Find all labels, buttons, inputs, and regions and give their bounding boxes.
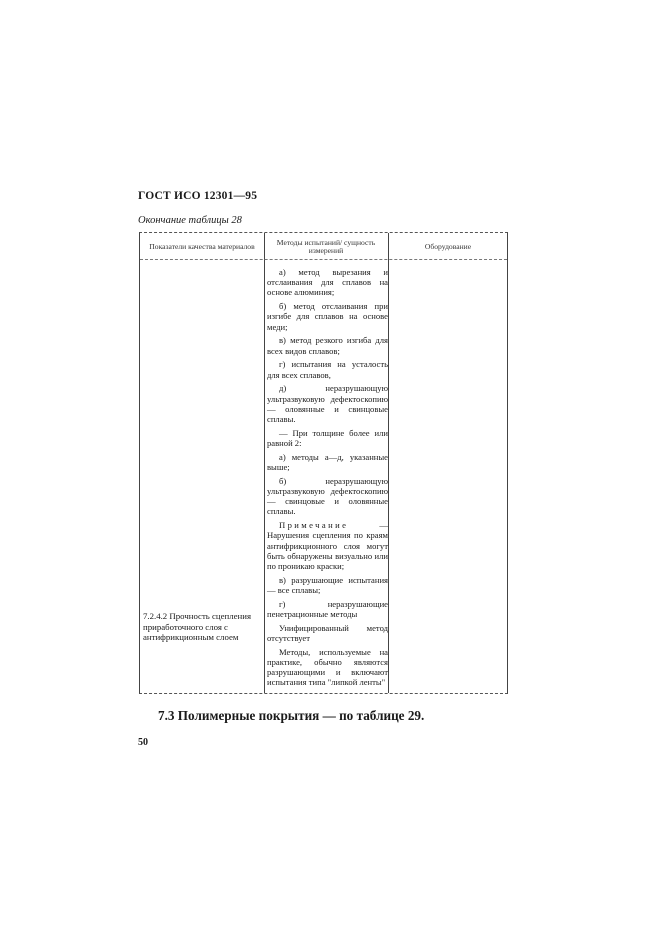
method-item: Унифицированный метод отсутствует [267,622,388,644]
indicator-cell [143,611,261,643]
method-item: г) испытания на усталость для всех сплавов, [267,359,388,380]
document-code: ГОСТ ИСО 12301—95 [138,190,258,202]
header-quality-indicators: Показатели качества материалов [149,241,255,251]
column-divider [388,233,389,693]
method-item: б) неразрушающую ультразвуковую дефектоскопию — свинцовые и оловянные сплавы. [267,475,388,517]
column-divider [264,233,265,693]
table-caption: Окончание таблицы 28 [138,215,242,226]
page-number: 50 [138,737,148,748]
method-item: в) метод резкого изгиба для всех видов сплавов; [267,335,388,356]
methods-column [267,267,388,691]
indicator-text: 7.2.4.2 Прочность сцепления приработочного слоя с антифрикционным слоем [143,611,252,643]
table-28 [139,232,508,694]
method-item: д) неразрушающую ультразвуковую дефектоскопию — оловянные и свинцовые сплавы. [267,383,388,425]
header-test-methods: Методы испытаний/ сущность измерений [276,237,376,255]
method-item: а) методы а—д, указанные выше; [267,451,388,473]
method-item: — При толщине более или равной 2: [267,427,388,449]
method-item: б) метод отслаивания при изгибе для сплавов на основе меди; [267,301,388,332]
note-text: — Нарушения сцепления по краям антифрикционного слоя могут быть обнаружены визуально или по проникаю краски; [267,520,388,572]
note-label: Примечание [279,520,349,531]
note [267,520,388,571]
section-heading: 7.3 Полимерные покрытия — по таблице 29. [158,708,425,723]
header-equipment: Оборудование [424,241,472,251]
method-item: Методы, используемые на практике, обычно являются разрушающими и включают испытания типа "липкой ленты" [267,646,388,688]
method-item: г) неразрушающие пенетрационные методы [267,598,388,620]
method-item: а) метод вырезания и отслаивания для сплавов на основе алюминия; [267,267,388,298]
method-item: в) разрушающие испытания — все сплавы; [267,574,388,596]
header-divider [140,259,507,260]
